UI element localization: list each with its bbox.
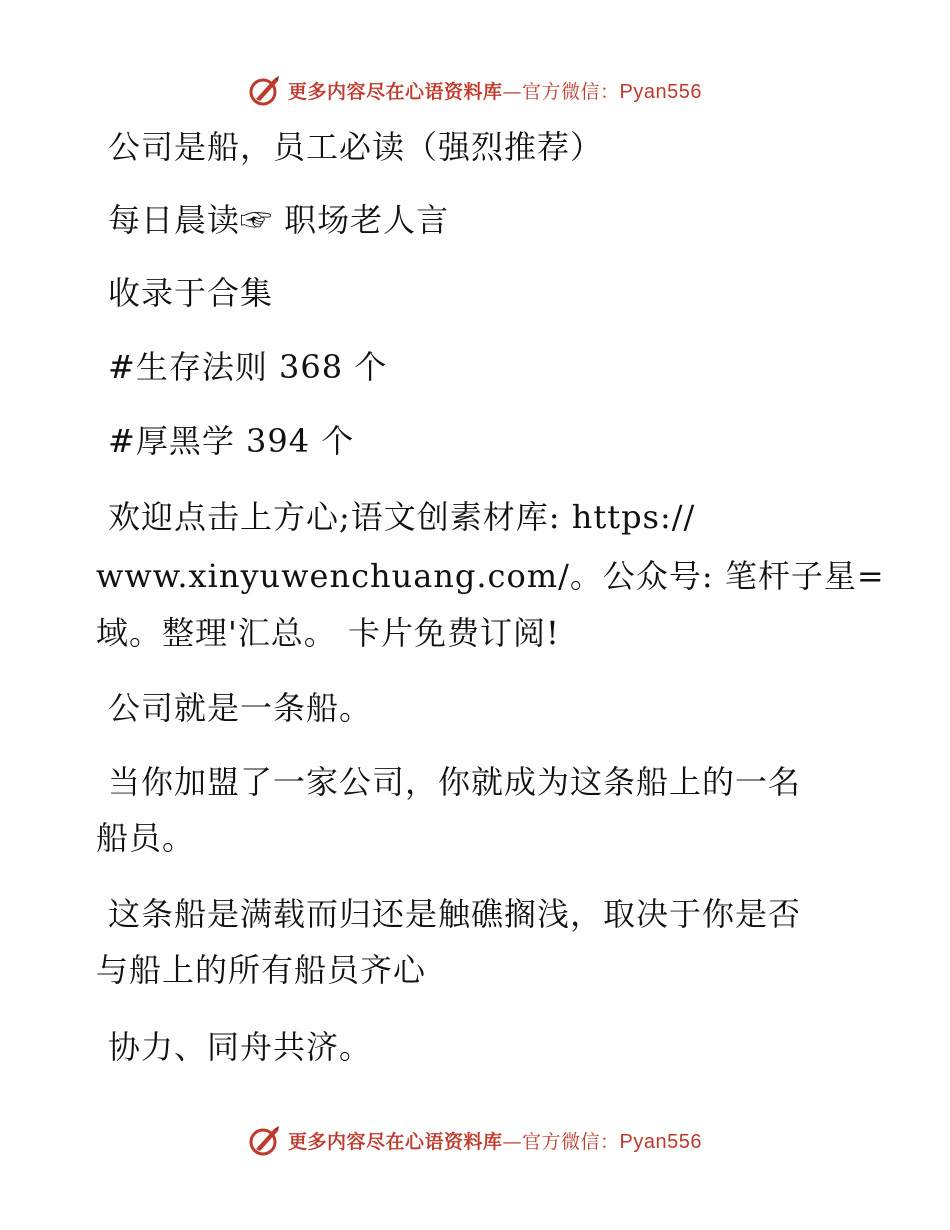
paragraph-line: 公司就是一条船。 <box>108 689 373 727</box>
watermark-lead: 更多内容尽在心语资料库 <box>288 1130 503 1153</box>
hashtag-line: #厚黑学 394 个 <box>108 422 355 460</box>
watermark-dash: — <box>502 80 523 103</box>
footer-watermark <box>0 1120 950 1160</box>
paragraph-line: 欢迎点击上方心;语文创素材库: https:// <box>108 498 696 536</box>
watermark-wechat-id: Pyan556 <box>619 80 702 103</box>
watermark-tail: 官方微信： <box>522 80 620 103</box>
title-line: 公司是船，员工必读（强烈推荐） <box>108 128 604 166</box>
watermark-tail: 官方微信： <box>522 1130 620 1153</box>
hashtag-line: #生存法则 368 个 <box>108 348 388 386</box>
text-line: 每日晨读☞ 职场老人言 <box>108 201 450 239</box>
paragraph-line: 与船上的所有船员齐心 <box>96 951 427 989</box>
watermark-wechat-id: Pyan556 <box>619 1130 702 1153</box>
watermark-dash: — <box>502 1130 523 1153</box>
paragraph-line: 协力、同舟共济。 <box>108 1028 373 1066</box>
paragraph-line: 这条船是满载而归还是触礁搁浅，取决于你是否 <box>108 895 802 933</box>
watermark-lead: 更多内容尽在心语资料库 <box>288 80 503 103</box>
paragraph-line: 船员。 <box>96 819 196 857</box>
quill-pen-circle-icon <box>248 73 282 107</box>
quill-pen-circle-icon <box>248 1123 282 1157</box>
text-line: 收录于合集 <box>108 274 274 312</box>
paragraph-line: 当你加盟了一家公司，你就成为这条船上的一名 <box>108 763 802 801</box>
header-watermark <box>0 70 950 110</box>
paragraph-line: www.xinyuwenchuang.com/。公众号: 笔杆子星= <box>96 557 885 595</box>
paragraph-line: 域。整理'汇总。 卡片免费订阅! <box>96 614 560 652</box>
